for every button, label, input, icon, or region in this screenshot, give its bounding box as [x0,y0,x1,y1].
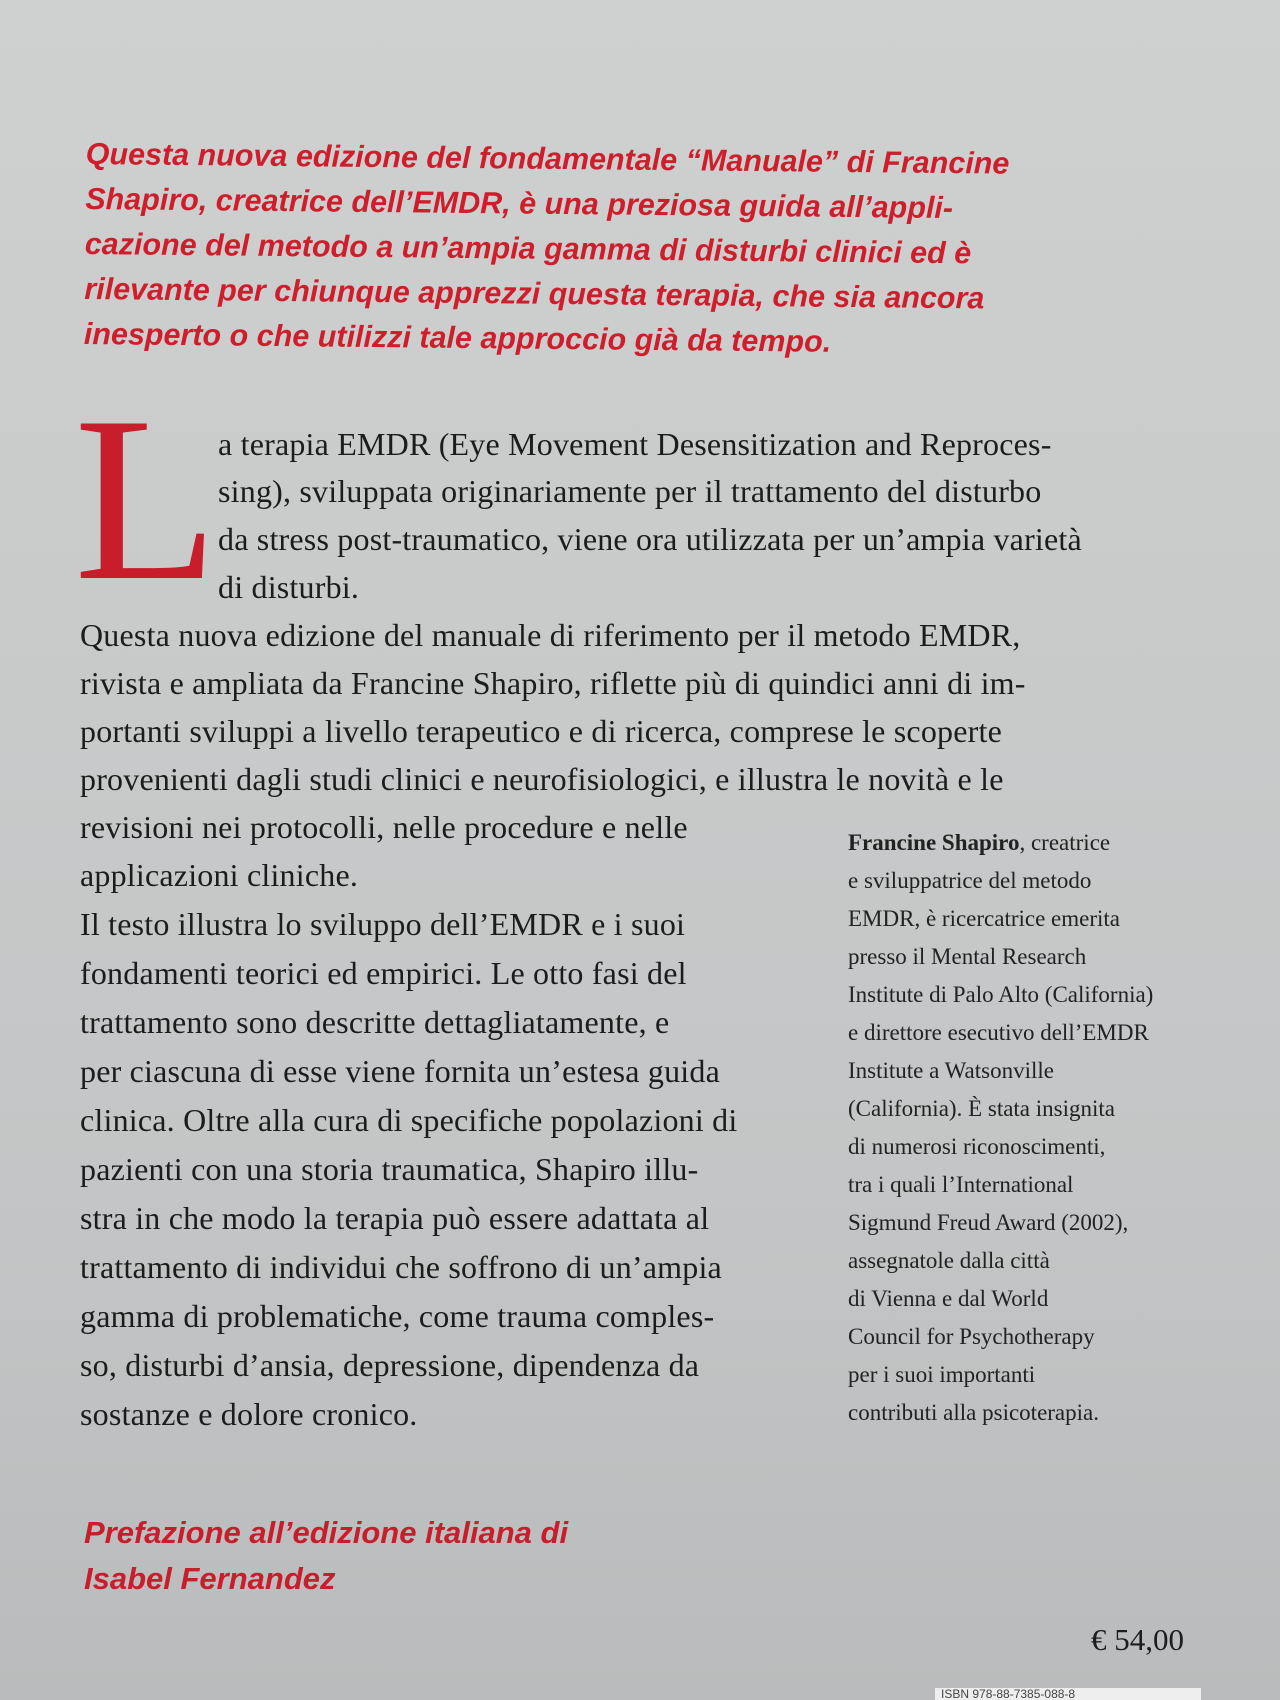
body-line: fondamenti teorici ed empirici. Le otto fasi del [80,955,687,991]
body-line: per ciascuna di esse viene fornita un’estesa guida [80,1053,720,1089]
preface-author: Isabel Fernandez [84,1561,336,1596]
bio-line: presso il Mental Research [848,944,1087,969]
bio-line: di numerosi riconoscimenti, [848,1134,1106,1159]
bio-line: e sviluppatrice del metodo [848,868,1092,893]
bio-line: Sigmund Freud Award (2002), [848,1210,1129,1235]
body-line: sing), sviluppata originariamente per il trattamento del disturbo [218,473,1042,509]
bio-text: , creatrice [1019,830,1111,855]
isbn-strip: ISBN 978-88-7385-088-8 [935,1688,1201,1700]
bio-line: per i suoi importanti [848,1362,1036,1387]
bio-line: Institute di Palo Alto (California) [848,982,1154,1007]
body-line: sostanze e dolore cronico. [80,1396,418,1432]
intro-line: rilevante per chiunque apprezzi questa terapia, che sia ancora [84,271,985,316]
intro-line: inesperto o che utilizzi tale approccio già da tempo. [83,316,832,359]
body-line: rivista e ampliata da Francine Shapiro, riflette più di quindici anni di im- [80,665,1026,701]
bio-line: e direttore esecutivo dell’EMDR [848,1020,1149,1045]
body-line: trattamento sono descritte dettagliatamente, e [80,1004,670,1040]
body-line: stra in che modo la terapia può essere adattata al [80,1200,710,1236]
bio-line: di Vienna e dal World [848,1286,1049,1311]
author-bio [848,824,1208,1432]
bio-line: tra i quali l’International [848,1172,1074,1197]
body-line: applicazioni cliniche. [80,857,359,893]
bio-line: Institute a Watsonville [848,1058,1054,1083]
bio-line: (California). È stata insignita [848,1096,1115,1121]
author-name: Francine Shapiro [848,830,1020,855]
body-line: provenienti dagli studi clinici e neurofisiologici, e illustra le novità e le [80,761,1004,797]
intro-blurb [84,132,1186,369]
bio-line: Council for Psychotherapy [848,1324,1095,1349]
preface-line: Prefazione all’edizione italiana di [84,1515,569,1550]
price-label: € 54,00 [1091,1622,1184,1657]
body-line: revisioni nei protocolli, nelle procedure e nelle [80,809,688,845]
body-line: trattamento di individui che soffrono di un’ampia [80,1249,722,1285]
body-line: di disturbi. [218,569,360,605]
intro-line: cazione del metodo a un’ampia gamma di disturbi clinici ed è [84,226,972,271]
drop-cap-letter: L [74,369,219,630]
bio-first-line [848,824,1208,862]
body-line: Questa nuova edizione del manuale di riferimento per il metodo EMDR, [80,617,1021,653]
body-line: pazienti con una storia traumatica, Shapiro illu- [80,1151,699,1187]
preface-credit [84,1510,568,1602]
body-line: gamma di problematiche, come trauma comples- [80,1298,715,1334]
body-line: da stress post-traumatico, viene ora utilizzata per un’ampia varietà [218,521,1082,557]
body-line: clinica. Oltre alla cura di specifiche popolazioni di [80,1102,738,1138]
body-line: a terapia EMDR (Eye Movement Desensitization and Reproces- [218,426,1052,462]
intro-line: Shapiro, creatrice dell’EMDR, è una preziosa guida all’appli- [85,181,954,226]
body-line: Il testo illustra lo sviluppo dell’EMDR e i suoi [80,906,686,942]
bio-line: contributi alla psicoterapia. [848,1400,1099,1425]
intro-line: Questa nuova edizione del fondamentale “Manuale” di Francine [85,136,1010,181]
body-line: so, disturbi d’ansia, depressione, dipendenza da [80,1347,700,1383]
bio-line: assegnatole dalla città [848,1248,1050,1273]
body-line: portanti sviluppi a livello terapeutico e di ricerca, comprese le scoperte [80,713,1002,749]
bio-line: EMDR, è ricercatrice emerita [848,906,1121,931]
